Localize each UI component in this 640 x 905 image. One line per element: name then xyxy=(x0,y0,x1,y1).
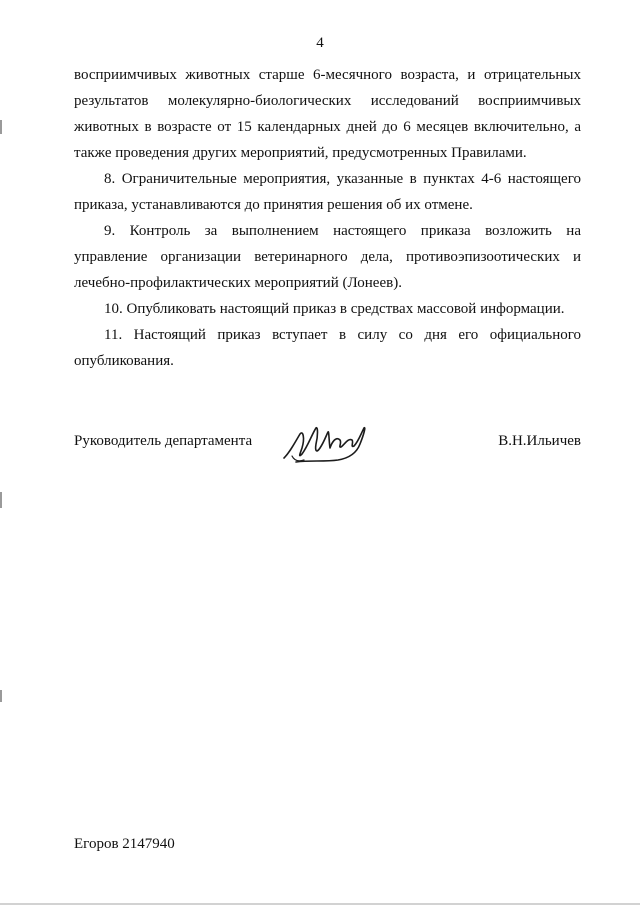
handwritten-signature xyxy=(280,420,380,466)
scan-edge-mark xyxy=(0,690,2,702)
page-number: 4 xyxy=(316,35,324,51)
scan-edge-mark xyxy=(0,492,2,508)
executor-contact: Егоров 2147940 xyxy=(74,836,175,852)
signature-block xyxy=(74,420,581,470)
signatory-title: Руководитель департамента xyxy=(74,433,253,449)
paragraph-item-11: 11. Настоящий приказ вступает в силу со дня его официального опубликования. xyxy=(74,327,581,369)
paragraph-item-8: 8. Ограничительные мероприятия, указанные в пунктах 4-6 настоящего приказа, устанавливаются до принятия решения об их отмене. xyxy=(74,171,581,213)
paragraph-item-10: 10. Опубликовать настоящий приказ в средствах массовой информации. xyxy=(104,301,565,317)
signatory-name: В.Н.Ильичев xyxy=(498,433,581,449)
paragraph-item-9: 9. Контроль за выполнением настоящего приказа возложить на управление организации ветеринарного дела, противоэпизоотических и лечебно-профилактических мероприятий (Лонеев). xyxy=(74,223,581,291)
document-body xyxy=(74,62,581,374)
paragraph-continuation: восприимчивых животных старше 6-месячного возраста, и отрицательных результатов молекулярно-биологических исследований восприимчивых животных в возрасте от 15 календарных дней до 6 месяцев включительно, а также проведения других мероприятий, предусмотренных Правилами. xyxy=(74,67,581,161)
scan-edge-mark xyxy=(0,120,2,134)
